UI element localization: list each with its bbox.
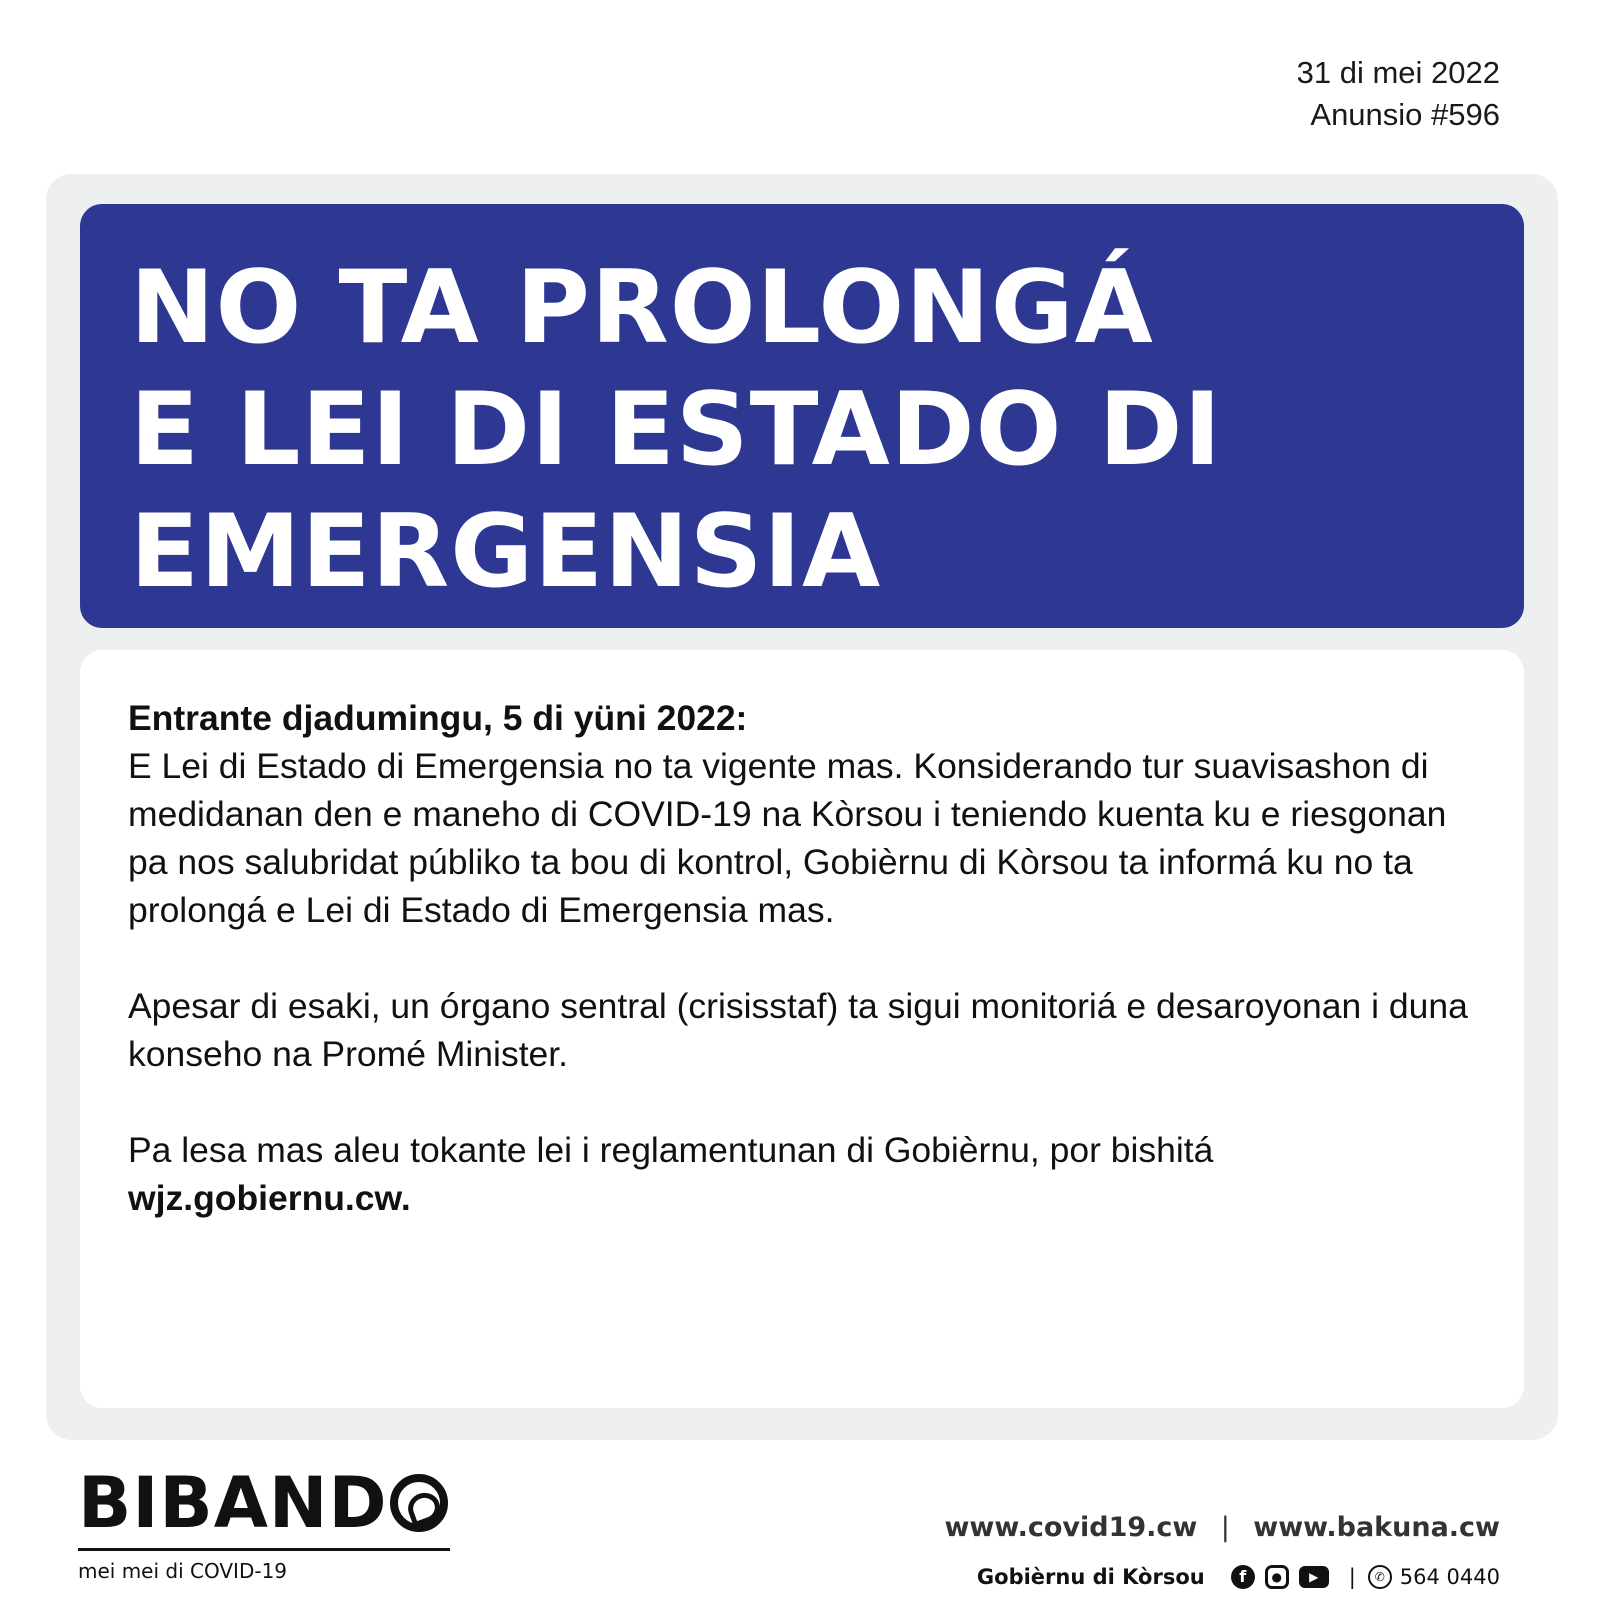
bibando-logo: [78, 1462, 450, 1583]
instagram-icon[interactable]: ●: [1265, 1565, 1289, 1589]
paragraph-1: [128, 694, 1488, 934]
logo-word: BIBAND: [78, 1462, 388, 1544]
lead-text: Entrante djadumingu, 5 di yüni 2022:: [128, 698, 748, 738]
announcement-date: 31 di mei 2022: [1296, 55, 1500, 90]
announcement-card: [46, 174, 1558, 1440]
body-text: [128, 694, 1488, 1270]
headline: [130, 246, 1222, 612]
footer-separator: |: [1220, 1512, 1230, 1543]
footer-divider: |: [1348, 1565, 1356, 1589]
facebook-icon[interactable]: f: [1231, 1565, 1255, 1589]
paragraph-1-text: E Lei di Estado di Emergensia no ta vigente mas. Konsiderando tur suavisashon di medidanan den e maneho di COVID-19 na Kòrsou i teniendo kuenta ku e riesgonan pa nos salubridat públiko ta bou di kontrol, Gobièrnu di Kòrsou ta informá ku no ta prolongá e Lei di Estado di Emergensia mas.: [128, 746, 1447, 930]
whatsapp-icon: ✆: [1368, 1565, 1392, 1589]
headline-banner: [80, 204, 1524, 628]
covid-website-link[interactable]: www.covid19.cw: [944, 1512, 1198, 1543]
paragraph-3: [128, 1126, 1488, 1222]
headline-line-2: E LEI DI ESTADO DI: [130, 370, 1223, 488]
announcement-number: Anunsio #596: [1310, 97, 1500, 132]
footer-links: [944, 1512, 1500, 1543]
paragraph-3-text: Pa lesa mas aleu tokante lei i reglamentunan di Gobièrnu, por bishitá: [128, 1130, 1214, 1170]
paragraph-2: Apesar di esaki, un órgano sentral (crisisstaf) ta sigui monitoriá e desaroyonan i duna konseho na Promé Minister.: [128, 986, 1468, 1074]
headline-line-1: NO TA PROLONGÁ: [130, 248, 1154, 366]
announcement-meta: [1297, 52, 1500, 136]
phone-number[interactable]: 564 0440: [1399, 1565, 1500, 1589]
footer-contact: [977, 1563, 1500, 1591]
logo-o-icon: [390, 1474, 448, 1532]
bakuna-website-link[interactable]: www.bakuna.cw: [1253, 1512, 1500, 1543]
government-name: Gobièrnu di Kòrsou: [976, 1565, 1205, 1589]
body-panel: [80, 650, 1524, 1408]
website-link[interactable]: wjz.gobiernu.cw.: [128, 1178, 411, 1218]
headline-line-3: EMERGENSIA: [130, 492, 882, 610]
logo-tagline: mei mei di COVID-19: [78, 1559, 288, 1583]
logo-divider: [78, 1548, 450, 1551]
youtube-icon[interactable]: ▶: [1299, 1566, 1329, 1588]
